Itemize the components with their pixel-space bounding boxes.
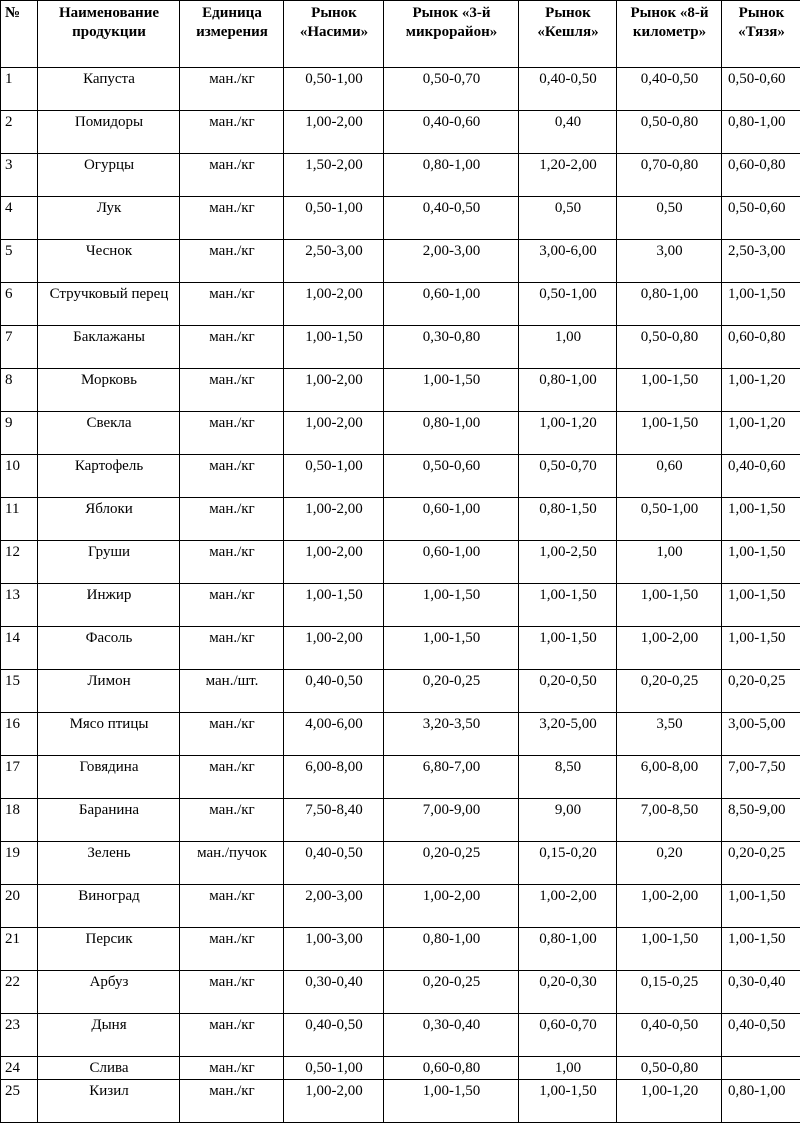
cell-3rd-microdistrict: 1,00-1,50: [384, 1080, 519, 1123]
header-row: [1, 1, 800, 68]
cell-nasimi: 1,00-2,00: [284, 627, 384, 670]
cell-keshla: 0,50-0,70: [519, 455, 617, 498]
cell-number: 11: [1, 498, 38, 541]
cell-number: 12: [1, 541, 38, 584]
table-row: [1, 455, 800, 498]
cell-3rd-microdistrict: 0,30-0,40: [384, 1014, 519, 1057]
table-row: [1, 713, 800, 756]
table-row: [1, 670, 800, 713]
cell-unit: ман./кг: [180, 713, 284, 756]
cell-keshla: 8,50: [519, 756, 617, 799]
cell-unit: ман./кг: [180, 240, 284, 283]
cell-number: 6: [1, 283, 38, 326]
cell-8th-km: 0,50-0,80: [617, 326, 722, 369]
table-row: [1, 283, 800, 326]
table-row: [1, 971, 800, 1014]
cell-number: 9: [1, 412, 38, 455]
cell-keshla: 1,00-2,00: [519, 885, 617, 928]
cell-product: Слива: [38, 1057, 180, 1080]
cell-3rd-microdistrict: 0,80-1,00: [384, 154, 519, 197]
table-row: [1, 842, 800, 885]
cell-3rd-microdistrict: 0,60-0,80: [384, 1057, 519, 1080]
cell-nasimi: 1,00-1,50: [284, 584, 384, 627]
cell-unit: ман./кг: [180, 584, 284, 627]
cell-product: Огурцы: [38, 154, 180, 197]
cell-unit: ман./пучок: [180, 842, 284, 885]
table-body: [1, 68, 800, 1123]
table-row: [1, 326, 800, 369]
cell-product: Чеснок: [38, 240, 180, 283]
cell-3rd-microdistrict: 1,00-2,00: [384, 885, 519, 928]
table-row: [1, 584, 800, 627]
table-row: [1, 197, 800, 240]
cell-product: Фасоль: [38, 627, 180, 670]
cell-nasimi: 1,00-1,50: [284, 326, 384, 369]
cell-tyazya: 0,40-0,50: [722, 1014, 800, 1057]
table-row: [1, 68, 800, 111]
cell-unit: ман./кг: [180, 1057, 284, 1080]
cell-3rd-microdistrict: 0,50-0,70: [384, 68, 519, 111]
cell-nasimi: 1,00-2,00: [284, 541, 384, 584]
cell-number: 13: [1, 584, 38, 627]
cell-number: 19: [1, 842, 38, 885]
table-row: [1, 756, 800, 799]
cell-product: Стручковый перец: [38, 283, 180, 326]
header-cell-unit: Единица измерения: [180, 1, 284, 68]
cell-nasimi: 1,00-2,00: [284, 1080, 384, 1123]
cell-keshla: 0,80-1,00: [519, 369, 617, 412]
cell-keshla: 0,40-0,50: [519, 68, 617, 111]
cell-unit: ман./шт.: [180, 670, 284, 713]
cell-3rd-microdistrict: 2,00-3,00: [384, 240, 519, 283]
cell-3rd-microdistrict: 0,20-0,25: [384, 670, 519, 713]
cell-number: 24: [1, 1057, 38, 1080]
cell-number: 16: [1, 713, 38, 756]
cell-number: 15: [1, 670, 38, 713]
cell-8th-km: 1,00-2,00: [617, 885, 722, 928]
cell-number: 1: [1, 68, 38, 111]
cell-number: 21: [1, 928, 38, 971]
cell-product: Свекла: [38, 412, 180, 455]
table-row: [1, 627, 800, 670]
cell-3rd-microdistrict: 0,40-0,50: [384, 197, 519, 240]
cell-8th-km: 0,50-0,80: [617, 111, 722, 154]
cell-product: Инжир: [38, 584, 180, 627]
cell-unit: ман./кг: [180, 412, 284, 455]
cell-nasimi: 0,30-0,40: [284, 971, 384, 1014]
table-row: [1, 240, 800, 283]
cell-8th-km: 1,00-1,50: [617, 412, 722, 455]
cell-unit: ман./кг: [180, 928, 284, 971]
cell-tyazya: 0,30-0,40: [722, 971, 800, 1014]
cell-8th-km: 0,60: [617, 455, 722, 498]
cell-8th-km: 3,50: [617, 713, 722, 756]
cell-nasimi: 4,00-6,00: [284, 713, 384, 756]
cell-tyazya: 1,00-1,50: [722, 498, 800, 541]
table-row: [1, 369, 800, 412]
cell-tyazya: 0,20-0,25: [722, 842, 800, 885]
cell-3rd-microdistrict: 1,00-1,50: [384, 627, 519, 670]
cell-3rd-microdistrict: 0,20-0,25: [384, 842, 519, 885]
cell-keshla: 1,20-2,00: [519, 154, 617, 197]
cell-unit: ман./кг: [180, 885, 284, 928]
cell-keshla: 3,20-5,00: [519, 713, 617, 756]
cell-8th-km: 0,20: [617, 842, 722, 885]
cell-tyazya: 7,00-7,50: [722, 756, 800, 799]
cell-tyazya: 0,60-0,80: [722, 154, 800, 197]
cell-8th-km: 0,70-0,80: [617, 154, 722, 197]
cell-unit: ман./кг: [180, 627, 284, 670]
header-cell-keshla: Рынок «Кешля»: [519, 1, 617, 68]
cell-unit: ман./кг: [180, 541, 284, 584]
cell-tyazya: 1,00-1,20: [722, 412, 800, 455]
cell-3rd-microdistrict: 0,50-0,60: [384, 455, 519, 498]
cell-product: Баранина: [38, 799, 180, 842]
cell-tyazya: [722, 1057, 800, 1080]
cell-product: Арбуз: [38, 971, 180, 1014]
cell-product: Баклажаны: [38, 326, 180, 369]
cell-product: Говядина: [38, 756, 180, 799]
cell-3rd-microdistrict: 3,20-3,50: [384, 713, 519, 756]
cell-product: Персик: [38, 928, 180, 971]
table-row: [1, 1014, 800, 1057]
cell-8th-km: 0,40-0,50: [617, 1014, 722, 1057]
cell-3rd-microdistrict: 0,80-1,00: [384, 412, 519, 455]
cell-8th-km: 1,00-1,50: [617, 369, 722, 412]
cell-8th-km: 0,40-0,50: [617, 68, 722, 111]
header-cell-tyazya: Рынок «Тязя»: [722, 1, 800, 68]
header-cell-3rd-microdistrict: Рынок «3-й микрорайон»: [384, 1, 519, 68]
cell-keshla: 0,50: [519, 197, 617, 240]
cell-number: 2: [1, 111, 38, 154]
cell-product: Яблоки: [38, 498, 180, 541]
cell-unit: ман./кг: [180, 498, 284, 541]
cell-keshla: 1,00: [519, 1057, 617, 1080]
cell-tyazya: 0,20-0,25: [722, 670, 800, 713]
cell-number: 20: [1, 885, 38, 928]
cell-tyazya: 0,50-0,60: [722, 197, 800, 240]
cell-unit: ман./кг: [180, 283, 284, 326]
cell-8th-km: 3,00: [617, 240, 722, 283]
cell-number: 22: [1, 971, 38, 1014]
cell-product: Мясо птицы: [38, 713, 180, 756]
cell-nasimi: 0,40-0,50: [284, 842, 384, 885]
cell-unit: ман./кг: [180, 326, 284, 369]
cell-keshla: 3,00-6,00: [519, 240, 617, 283]
cell-number: 23: [1, 1014, 38, 1057]
cell-nasimi: 1,00-2,00: [284, 498, 384, 541]
cell-3rd-microdistrict: 0,30-0,80: [384, 326, 519, 369]
header-cell-nasimi: Рынок «Насими»: [284, 1, 384, 68]
cell-8th-km: 1,00-2,00: [617, 627, 722, 670]
cell-8th-km: 1,00-1,50: [617, 584, 722, 627]
cell-product: Кизил: [38, 1080, 180, 1123]
cell-nasimi: 0,50-1,00: [284, 455, 384, 498]
cell-tyazya: 0,80-1,00: [722, 1080, 800, 1123]
cell-8th-km: 0,20-0,25: [617, 670, 722, 713]
table-row: [1, 412, 800, 455]
cell-number: 17: [1, 756, 38, 799]
cell-unit: ман./кг: [180, 971, 284, 1014]
cell-tyazya: 1,00-1,20: [722, 369, 800, 412]
cell-keshla: 1,00-1,20: [519, 412, 617, 455]
cell-product: Морковь: [38, 369, 180, 412]
cell-3rd-microdistrict: 0,60-1,00: [384, 498, 519, 541]
cell-keshla: 1,00-1,50: [519, 584, 617, 627]
cell-3rd-microdistrict: 0,40-0,60: [384, 111, 519, 154]
cell-3rd-microdistrict: 6,80-7,00: [384, 756, 519, 799]
cell-number: 25: [1, 1080, 38, 1123]
cell-unit: ман./кг: [180, 111, 284, 154]
cell-8th-km: 0,80-1,00: [617, 283, 722, 326]
cell-8th-km: 1,00-1,20: [617, 1080, 722, 1123]
cell-8th-km: 1,00: [617, 541, 722, 584]
cell-unit: ман./кг: [180, 756, 284, 799]
cell-3rd-microdistrict: 0,60-1,00: [384, 541, 519, 584]
cell-8th-km: 1,00-1,50: [617, 928, 722, 971]
cell-nasimi: 7,50-8,40: [284, 799, 384, 842]
cell-number: 4: [1, 197, 38, 240]
cell-keshla: 0,20-0,50: [519, 670, 617, 713]
cell-nasimi: 0,50-1,00: [284, 1057, 384, 1080]
cell-product: Зелень: [38, 842, 180, 885]
table-row: [1, 1080, 800, 1123]
cell-product: Виноград: [38, 885, 180, 928]
header-cell-product: Наименование продукции: [38, 1, 180, 68]
cell-tyazya: 1,00-1,50: [722, 541, 800, 584]
cell-8th-km: 0,50: [617, 197, 722, 240]
cell-number: 8: [1, 369, 38, 412]
cell-tyazya: 0,60-0,80: [722, 326, 800, 369]
cell-product: Дыня: [38, 1014, 180, 1057]
cell-unit: ман./кг: [180, 154, 284, 197]
cell-tyazya: 1,00-1,50: [722, 627, 800, 670]
cell-nasimi: 1,00-2,00: [284, 369, 384, 412]
cell-tyazya: 2,50-3,00: [722, 240, 800, 283]
cell-product: Картофель: [38, 455, 180, 498]
cell-keshla: 0,20-0,30: [519, 971, 617, 1014]
cell-nasimi: 0,50-1,00: [284, 197, 384, 240]
cell-8th-km: 0,50-0,80: [617, 1057, 722, 1080]
cell-tyazya: 8,50-9,00: [722, 799, 800, 842]
table-row: [1, 928, 800, 971]
cell-number: 5: [1, 240, 38, 283]
cell-unit: ман./кг: [180, 799, 284, 842]
cell-nasimi: 2,50-3,00: [284, 240, 384, 283]
cell-product: Капуста: [38, 68, 180, 111]
table-row: [1, 541, 800, 584]
cell-8th-km: 0,15-0,25: [617, 971, 722, 1014]
cell-nasimi: 0,40-0,50: [284, 670, 384, 713]
cell-keshla: 1,00-1,50: [519, 627, 617, 670]
cell-nasimi: 2,00-3,00: [284, 885, 384, 928]
cell-unit: ман./кг: [180, 1014, 284, 1057]
cell-product: Помидоры: [38, 111, 180, 154]
table-row: [1, 111, 800, 154]
cell-tyazya: 0,50-0,60: [722, 68, 800, 111]
cell-keshla: 0,60-0,70: [519, 1014, 617, 1057]
cell-number: 7: [1, 326, 38, 369]
cell-8th-km: 7,00-8,50: [617, 799, 722, 842]
cell-number: 10: [1, 455, 38, 498]
cell-3rd-microdistrict: 0,60-1,00: [384, 283, 519, 326]
table-row: [1, 498, 800, 541]
cell-nasimi: 1,00-2,00: [284, 111, 384, 154]
cell-unit: ман./кг: [180, 197, 284, 240]
cell-nasimi: 1,00-3,00: [284, 928, 384, 971]
table-row: [1, 885, 800, 928]
cell-keshla: 1,00: [519, 326, 617, 369]
cell-product: Лимон: [38, 670, 180, 713]
cell-keshla: 0,40: [519, 111, 617, 154]
cell-number: 3: [1, 154, 38, 197]
cell-tyazya: 0,80-1,00: [722, 111, 800, 154]
cell-keshla: 1,00-2,50: [519, 541, 617, 584]
cell-unit: ман./кг: [180, 1080, 284, 1123]
cell-tyazya: 1,00-1,50: [722, 584, 800, 627]
cell-8th-km: 6,00-8,00: [617, 756, 722, 799]
cell-keshla: 1,00-1,50: [519, 1080, 617, 1123]
cell-tyazya: 0,40-0,60: [722, 455, 800, 498]
cell-keshla: 0,80-1,50: [519, 498, 617, 541]
cell-number: 18: [1, 799, 38, 842]
cell-nasimi: 6,00-8,00: [284, 756, 384, 799]
cell-tyazya: 3,00-5,00: [722, 713, 800, 756]
cell-nasimi: 1,00-2,00: [284, 412, 384, 455]
cell-number: 14: [1, 627, 38, 670]
cell-3rd-microdistrict: 1,00-1,50: [384, 584, 519, 627]
cell-keshla: 0,80-1,00: [519, 928, 617, 971]
cell-keshla: 0,15-0,20: [519, 842, 617, 885]
header-cell-number: №: [1, 1, 38, 68]
table-header: [1, 1, 800, 68]
cell-unit: ман./кг: [180, 455, 284, 498]
cell-3rd-microdistrict: 7,00-9,00: [384, 799, 519, 842]
cell-3rd-microdistrict: 0,20-0,25: [384, 971, 519, 1014]
cell-product: Лук: [38, 197, 180, 240]
cell-product: Груши: [38, 541, 180, 584]
table-row: [1, 1057, 800, 1080]
cell-3rd-microdistrict: 0,80-1,00: [384, 928, 519, 971]
cell-unit: ман./кг: [180, 68, 284, 111]
table-row: [1, 154, 800, 197]
cell-unit: ман./кг: [180, 369, 284, 412]
cell-nasimi: 0,40-0,50: [284, 1014, 384, 1057]
cell-tyazya: 1,00-1,50: [722, 885, 800, 928]
cell-nasimi: 1,00-2,00: [284, 283, 384, 326]
cell-tyazya: 1,00-1,50: [722, 283, 800, 326]
cell-3rd-microdistrict: 1,00-1,50: [384, 369, 519, 412]
cell-nasimi: 0,50-1,00: [284, 68, 384, 111]
table-row: [1, 799, 800, 842]
cell-keshla: 0,50-1,00: [519, 283, 617, 326]
cell-tyazya: 1,00-1,50: [722, 928, 800, 971]
cell-nasimi: 1,50-2,00: [284, 154, 384, 197]
cell-8th-km: 0,50-1,00: [617, 498, 722, 541]
header-cell-8th-km: Рынок «8-й километр»: [617, 1, 722, 68]
cell-keshla: 9,00: [519, 799, 617, 842]
